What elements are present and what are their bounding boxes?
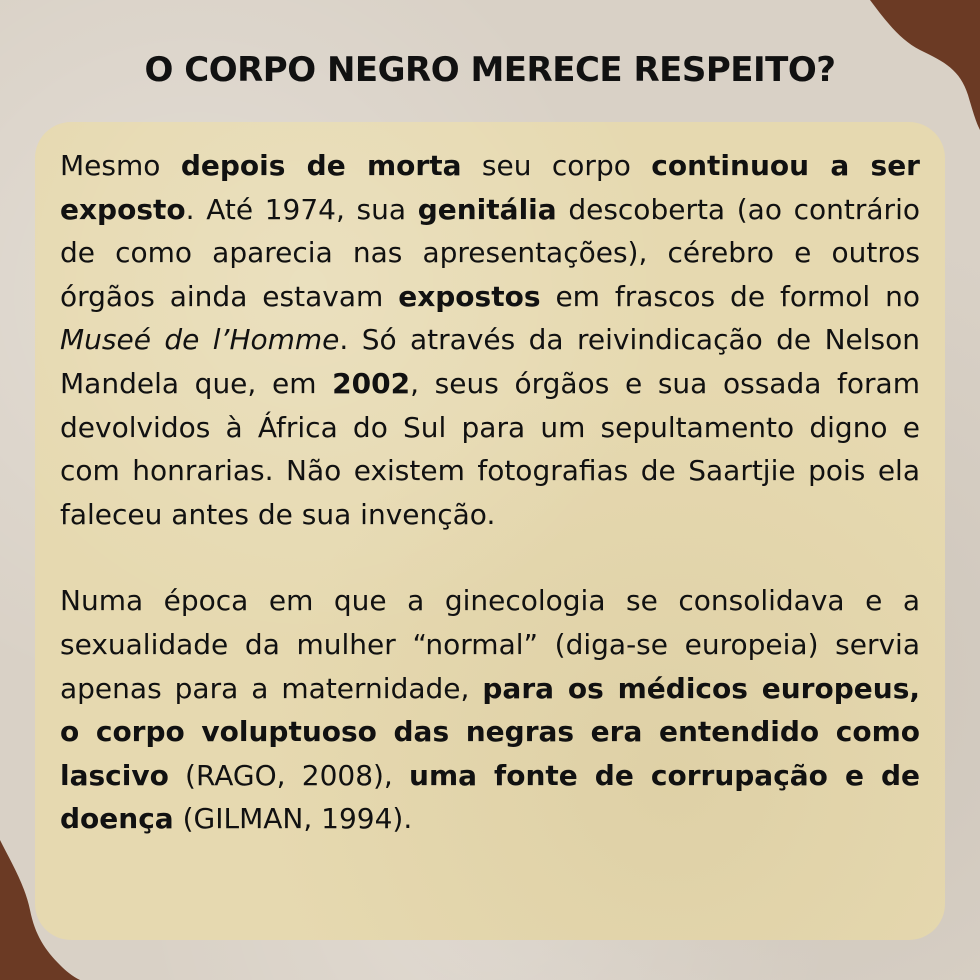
bold-text: 2002 [332,366,411,400]
text-run: , seus órgãos e sua ossada foram devolvidos à África do Sul para um sepultamento digno e com honrarias. Não existem fotografias de Saartjie pois ela faleceu antes de sua invenção. [60,366,920,531]
text-run: seu corpo [461,149,652,182]
bold-text: continuou a ser exposto [60,149,920,226]
bold-text: para os médicos europeus, o corpo voluptuoso das negras era entendido como lascivo [60,671,920,792]
paragraph-2 [60,579,920,841]
text-run: (GILMAN, 1994). [173,802,413,836]
text-run: em frascos de formol no [540,279,920,313]
text-run: descoberta (ao contrário de como aparecia nas apresentações), cérebro e outros órgãos ainda estavam [60,192,920,313]
bold-text: uma fonte de corrupação e de doença [60,758,920,836]
bold-text: genitália [417,192,557,226]
text-run: Mesmo [60,149,181,182]
text-run: . Só através da reivindicação de Nelson Mandela que, em [60,323,920,400]
page-title: O CORPO NEGRO MERECE RESPEITO? [144,50,836,90]
text-run: . Até 1974, sua [185,192,418,226]
bold-text: depois de morta [180,149,462,182]
paragraph-1 [60,144,920,536]
text-run: (RAGO, 2008), [168,758,410,792]
bold-text: expostos [398,279,541,313]
text-run: Numa época em que a ginecologia se consolidava e a sexualidade da mulher “normal” (diga-se europeia) servia apenas para a maternidade, [60,584,920,705]
text-card [35,122,945,940]
italic-museum-name: Museé de l’Homme [60,323,340,357]
